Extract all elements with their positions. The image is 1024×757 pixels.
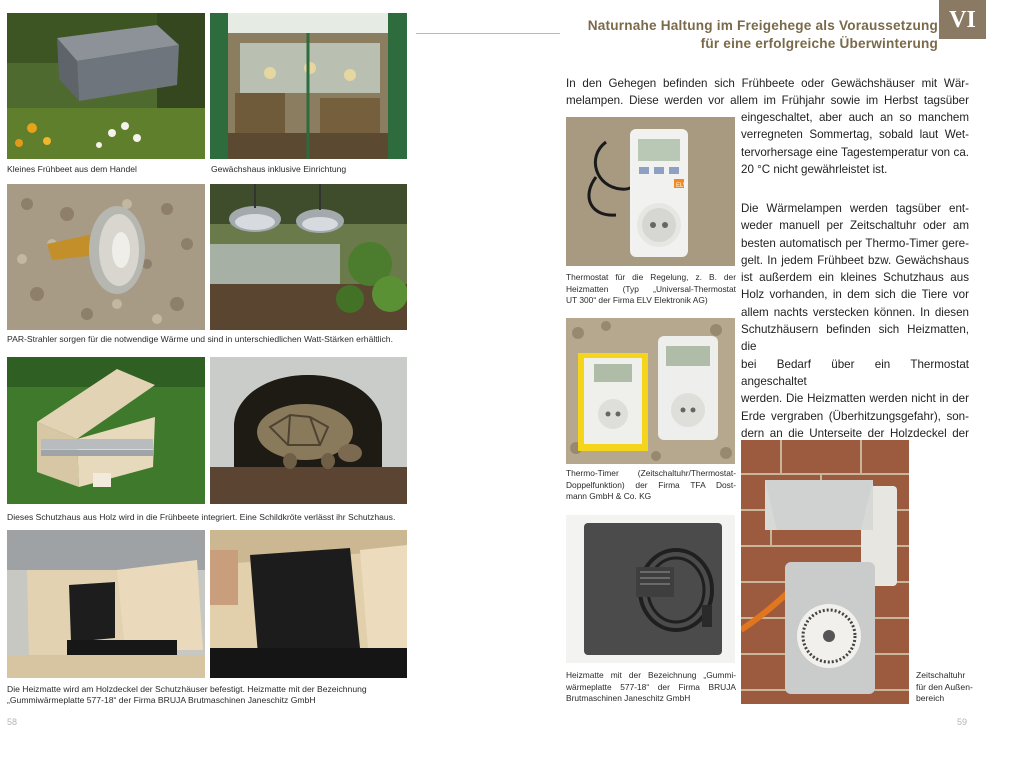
- body-paragraph-2: [741, 200, 969, 459]
- photo-shelter-heating-mat: [7, 530, 205, 678]
- text-line: ist außerdem ein kleines Schutzhaus aus: [741, 271, 969, 285]
- caption-line: Heizmatte mit der Bezeichnung „Gummi-: [566, 670, 736, 680]
- thermostat-brand-label: ELV: [676, 183, 687, 189]
- title-line-2: für eine erfolgreiche Überwinterung: [700, 36, 938, 51]
- text-line: gelt. In jedem Frühbeet bzw. Gewächshaus: [741, 253, 969, 267]
- title-line-1: Naturnahe Haltung im Freigehege als Voraussetzung: [587, 18, 938, 33]
- chapter-badge: VI: [939, 0, 986, 39]
- caption-line: Doppelfunktion) der Firma TFA Dost-: [566, 479, 736, 490]
- caption-outdoor-timer: [916, 670, 973, 705]
- text-line: Holz vorhanden, in dem sich die Tiere vor: [741, 288, 969, 302]
- text-line: weder manuell per Zeitschaltuhr oder am: [741, 219, 969, 233]
- text-line: dern an die Unterseite der Holzdeckel der: [741, 426, 969, 440]
- text-line: allem nachts verstecken können. In diesen: [741, 305, 969, 319]
- caption-small-cold-frame: Kleines Frühbeet aus dem Handel: [7, 164, 137, 174]
- photo-wooden-shelter: [7, 357, 205, 504]
- page-number-left: 58: [7, 717, 18, 727]
- photo-greenhouse: [210, 13, 407, 159]
- text-line: Erde vergraben (Überhitzungsgefahr), son-: [741, 409, 969, 423]
- body-paragraph-1: [566, 75, 969, 110]
- caption-line: bereich: [916, 693, 945, 703]
- caption-thermo-timer: [566, 468, 736, 503]
- caption-greenhouse: Gewächshaus inklusive Einrichtung: [211, 164, 347, 174]
- caption-par-lamps: PAR-Strahler sorgen für die notwendige Wärme und sind in unterschiedlichen Watt-Stärken erhältlich.: [7, 334, 393, 344]
- body-paragraph-1-continued: [741, 109, 969, 178]
- photo-par-lamp: [7, 184, 205, 330]
- caption-line: wärmeplatte 577-18“ der Firma BRUJA: [566, 681, 736, 692]
- text-line: bei Bedarf über ein Thermostat angeschaltet: [741, 357, 969, 388]
- text-line: tervorhersage eine Tagestemperatur von ca.: [741, 145, 969, 159]
- photo-tortoise: [210, 357, 407, 504]
- caption-shelter-tortoise: Dieses Schutzhaus aus Holz wird in die Frühbeete integriert. Eine Schildkröte verlässt ihr Schutzhaus.: [7, 512, 396, 522]
- text-line: verregneten Sommertag, sobald laut Wet-: [741, 128, 969, 142]
- photo-thermo-timer: [566, 318, 735, 464]
- photo-rubber-heating-mat: [566, 515, 735, 663]
- text-line: besten automatisch per Thermo-Timer gere-: [741, 236, 969, 250]
- header-rule: [416, 33, 560, 34]
- page-number-right: 59: [957, 717, 968, 727]
- photo-small-cold-frame: [7, 13, 205, 159]
- caption-heating-mat-line1: Die Heizmatte wird am Holzdeckel der Schutzhäuser befestigt. Heizmatte mit der Bezeichnung: [7, 684, 367, 694]
- text-line: eingeschaltet, aber auch an so manchem: [741, 111, 969, 124]
- text-line: 20 °C nicht gewährleistet ist.: [741, 162, 888, 176]
- caption-line: UT 300“ der Firma ELV Elektronik AG): [566, 295, 708, 305]
- caption-line: Thermo-Timer (Zeitschaltuhr/Thermostat-: [566, 468, 736, 478]
- page-title: [540, 17, 938, 53]
- caption-line: für den Außen-: [916, 681, 973, 692]
- photo-heating-mat-lid: [210, 530, 407, 678]
- text-line: melampen. Diese werden vor allem im Frühjahr sowie im Herbst tagsüber: [566, 94, 969, 108]
- text-line: werden. Die Heizmatten werden nicht in der: [741, 392, 969, 406]
- caption-thermostat: [566, 272, 736, 307]
- text-line: Schutzhäusern befinden sich Heizmatten, die: [741, 323, 969, 354]
- caption-line: Zeitschaltuhr: [916, 670, 966, 680]
- photo-outdoor-timer: [741, 440, 909, 704]
- caption-line: Thermostat für die Regelung, z. B. der: [566, 272, 736, 282]
- text-line: In den Gehegen befinden sich Frühbeete oder Gewächshäuser mit Wär-: [566, 77, 969, 90]
- caption-heating-mat-line2: „Gummiwärmeplatte 577-18“ der Firma BRUJA Brutmaschinen Janeschitz GmbH: [7, 695, 316, 705]
- caption-line: Heizmatten (Typ „Universal-Thermostat: [566, 283, 736, 294]
- caption-line: mann GmbH & Co. KG: [566, 491, 652, 501]
- caption-line: Brutmaschinen Janeschitz GmbH: [566, 693, 691, 703]
- text-line: Die Wärmelampen werden tagsüber ent-: [741, 202, 969, 215]
- photo-two-par-lamps: [210, 184, 407, 330]
- caption-rubber-heating-mat: [566, 670, 736, 705]
- photo-thermostat: [566, 117, 735, 266]
